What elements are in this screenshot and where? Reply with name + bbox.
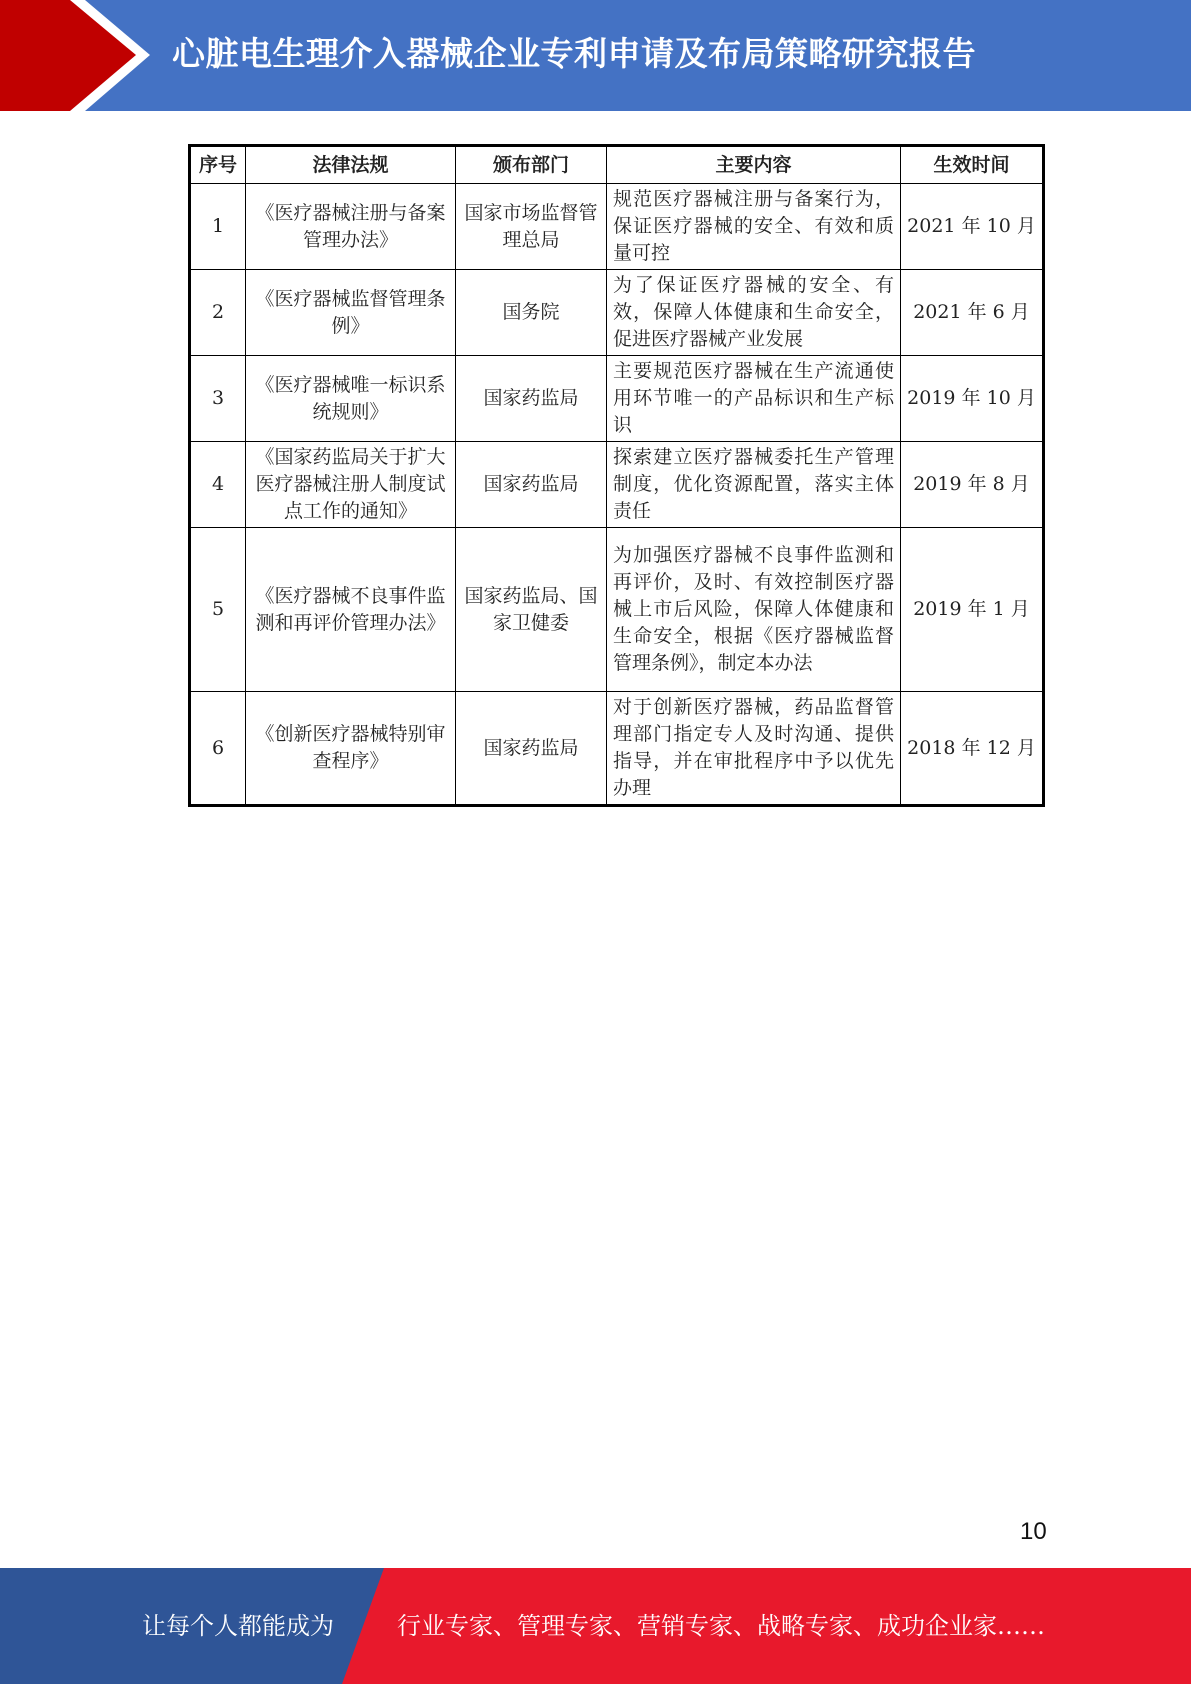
row-number: 5 xyxy=(190,528,246,692)
row-number: 2 xyxy=(190,270,246,356)
effective-date: 2019 年 8 月 xyxy=(901,442,1044,528)
row-number: 4 xyxy=(190,442,246,528)
law-name: 《医疗器械唯一标识系统规则》 xyxy=(246,356,456,442)
row-number: 6 xyxy=(190,692,246,806)
footer-slogan-right: 行业专家、管理专家、营销专家、战略专家、成功企业家…… xyxy=(397,1612,1045,1640)
column-header-dept: 颁布部门 xyxy=(456,146,607,184)
column-header-law: 法律法规 xyxy=(246,146,456,184)
effective-date: 2019 年 1 月 xyxy=(901,528,1044,692)
table-row xyxy=(190,692,1044,806)
page-number: 10 xyxy=(1020,1518,1047,1545)
main-content: 主要规范医疗器械在生产流通使用环节唯一的产品标识和生产标识 xyxy=(607,356,901,442)
column-header-content: 主要内容 xyxy=(607,146,901,184)
issuing-department: 国家市场监督管理总局 xyxy=(456,184,607,270)
table-row xyxy=(190,356,1044,442)
main-content: 探索建立医疗器械委托生产管理制度，优化资源配置，落实主体责任 xyxy=(607,442,901,528)
law-name: 《医疗器械监督管理条例》 xyxy=(246,270,456,356)
table-row xyxy=(190,184,1044,270)
table-header-row xyxy=(190,146,1044,184)
column-header-date: 生效时间 xyxy=(901,146,1044,184)
main-content: 为加强医疗器械不良事件监测和再评价，及时、有效控制医疗器械上市后风险，保障人体健康和生命安全，根据《医疗器械监督管理条例》，制定本办法 xyxy=(607,528,901,692)
main-content: 为了保证医疗器械的安全、有效，保障人体健康和生命安全，促进医疗器械产业发展 xyxy=(607,270,901,356)
column-header-no: 序号 xyxy=(190,146,246,184)
page-header xyxy=(0,0,1191,111)
row-number: 3 xyxy=(190,356,246,442)
issuing-department: 国家药监局 xyxy=(456,356,607,442)
effective-date: 2019 年 10 月 xyxy=(901,356,1044,442)
law-name: 《国家药监局关于扩大医疗器械注册人制度试点工作的通知》 xyxy=(246,442,456,528)
issuing-department: 国家药监局 xyxy=(456,442,607,528)
law-name: 《创新医疗器械特别审查程序》 xyxy=(246,692,456,806)
main-content: 对于创新医疗器械，药品监督管理部门指定专人及时沟通、提供指导，并在审批程序中予以优先办理 xyxy=(607,692,901,806)
table-row xyxy=(190,528,1044,692)
footer-slogan-left: 让每个人都能成为 xyxy=(142,1612,334,1640)
regulations-table xyxy=(188,144,1045,807)
report-title: 心脏电生理介入器械企业专利申请及布局策略研究报告 xyxy=(172,34,976,73)
law-name: 《医疗器械不良事件监测和再评价管理办法》 xyxy=(246,528,456,692)
table-row xyxy=(190,442,1044,528)
regulations-table-wrapper xyxy=(188,144,1042,807)
effective-date: 2021 年 6 月 xyxy=(901,270,1044,356)
law-name: 《医疗器械注册与备案管理办法》 xyxy=(246,184,456,270)
effective-date: 2021 年 10 月 xyxy=(901,184,1044,270)
table-row xyxy=(190,270,1044,356)
page-footer xyxy=(0,1568,1191,1684)
effective-date: 2018 年 12 月 xyxy=(901,692,1044,806)
issuing-department: 国务院 xyxy=(456,270,607,356)
issuing-department: 国家药监局 xyxy=(456,692,607,806)
row-number: 1 xyxy=(190,184,246,270)
issuing-department: 国家药监局、国家卫健委 xyxy=(456,528,607,692)
main-content: 规范医疗器械注册与备案行为，保证医疗器械的安全、有效和质量可控 xyxy=(607,184,901,270)
